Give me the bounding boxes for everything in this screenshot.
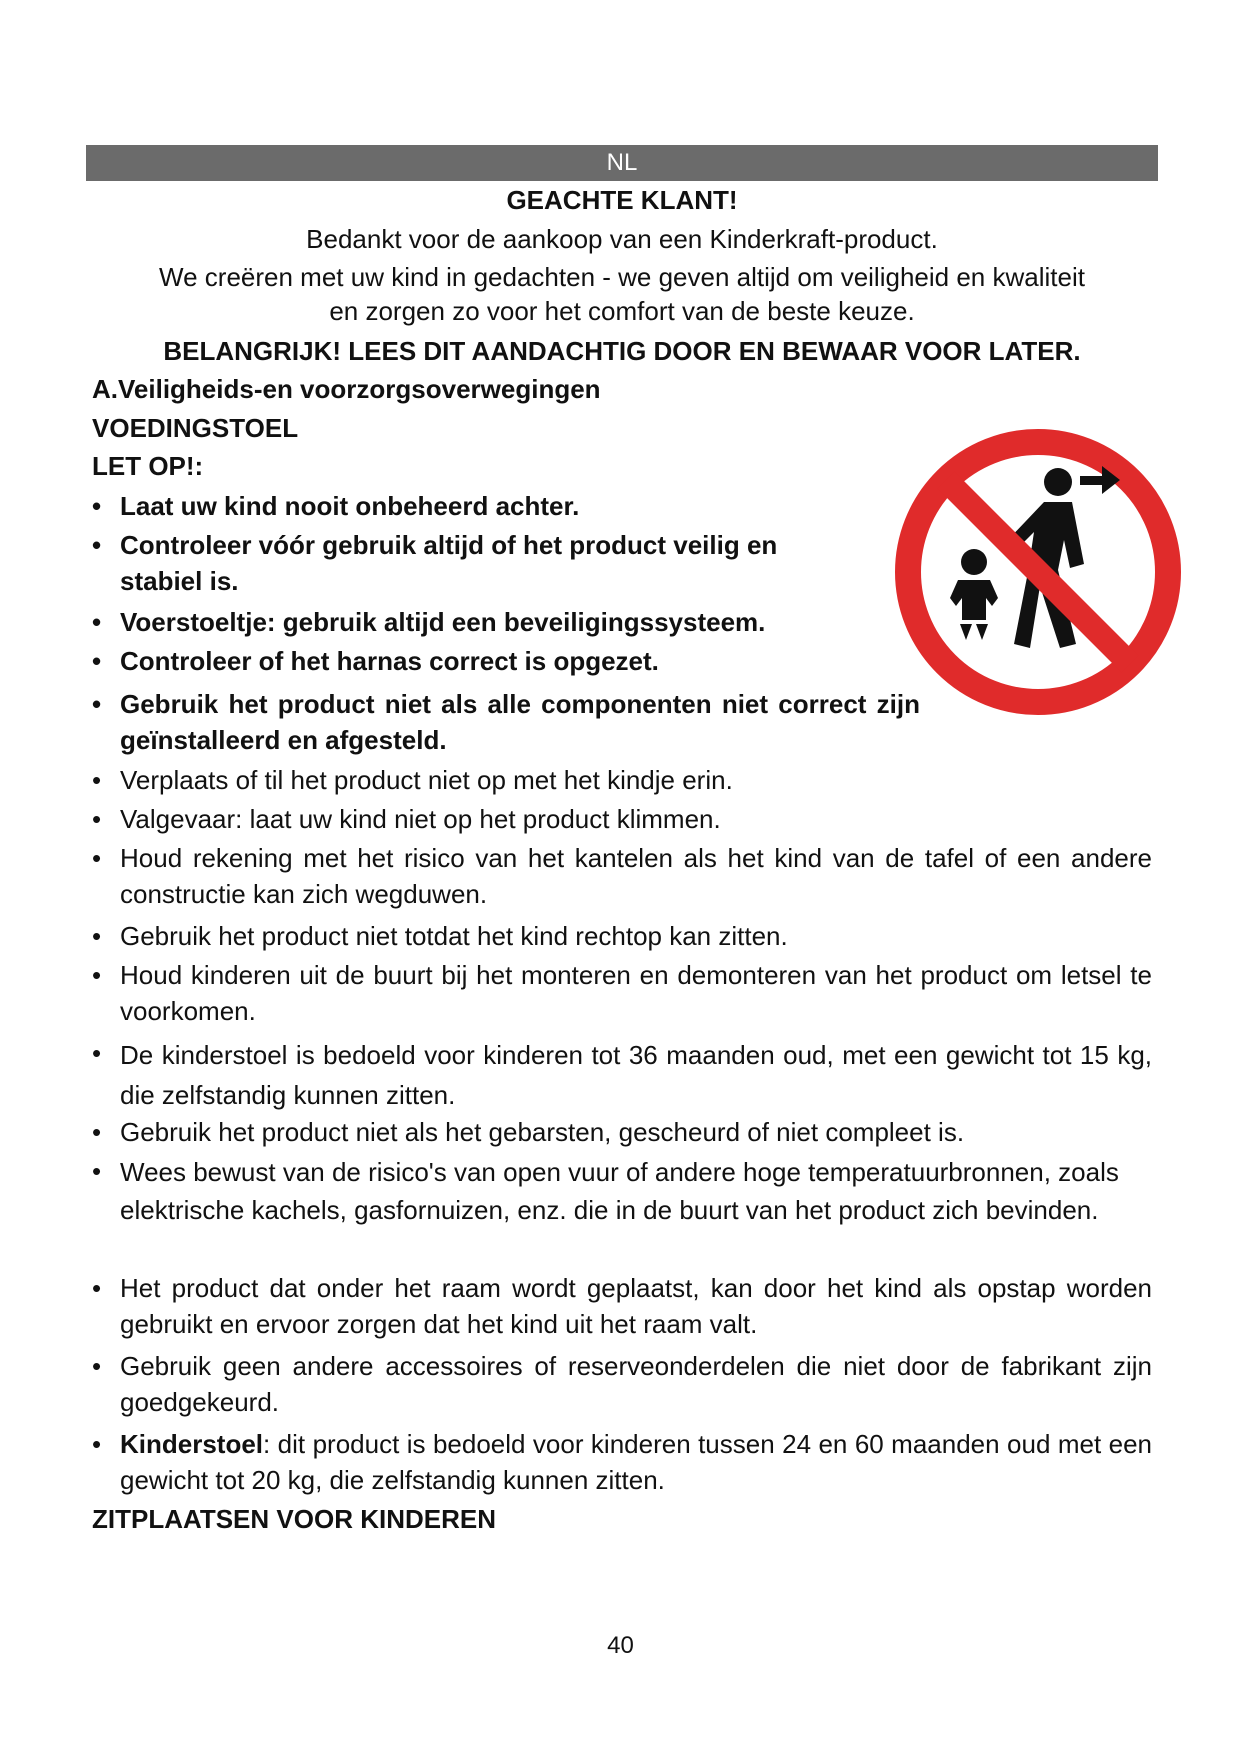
bullet-mark: •: [92, 960, 102, 990]
list-item-text: Valgevaar: laat uw kind niet op het product klimmen.: [120, 804, 721, 834]
language-bar: [86, 145, 1158, 181]
greeting: GEACHTE KLANT!: [506, 185, 738, 215]
bullet-mark: •: [92, 843, 102, 873]
list-item-text: Houd kinderen uit de buurt bij het monteren en demonteren van het product om letsel te voorkomen.: [120, 960, 1152, 1026]
intro-line-2: en zorgen zo voor het comfort van de beste keuze.: [329, 296, 915, 326]
bullet-mark: •: [92, 607, 102, 637]
section-a-title: A.Veiligheids-en voorzorgsoverwegingen: [92, 374, 601, 404]
list-item-text: Gebruik het product niet als alle componenten niet correct zijn geïnstalleerd en afgesteld.: [120, 689, 920, 755]
list-item-text: Verplaats of til het product niet op met het kindje erin.: [120, 765, 733, 795]
list-item-text: Voerstoeltje: gebruik altijd een beveiligingssysteem.: [120, 607, 766, 637]
list-item-text: [120, 1426, 1152, 1498]
list-item-text: Laat uw kind nooit onbeheerd achter.: [120, 491, 580, 521]
page-number: 40: [607, 1632, 634, 1659]
bullet-mark: •: [92, 491, 102, 521]
intro-line-1: We creëren met uw kind in gedachten - we geven altijd om veiligheid en kwaliteit: [159, 262, 1085, 292]
list-item-text: Controleer vóór gebruik altijd of het product veilig en stabiel is.: [120, 530, 778, 596]
list-item-text: Gebruik geen andere accessoires of reserveonderdelen die niet door de fabrikant zijn goedgekeurd.: [120, 1351, 1152, 1417]
do-not-leave-child-unattended-icon: [888, 422, 1188, 722]
next-section-heading: ZITPLAATSEN VOOR KINDEREN: [92, 1504, 496, 1534]
list-item-rest: : dit product is bedoeld voor kinderen tussen 24 en 60 maanden oud met een gewicht tot 20 kg, die zelfstandig kunnen zitten.: [120, 1429, 1152, 1495]
bullet-mark: •: [92, 921, 102, 951]
important-notice: BELANGRIJK! LEES DIT AANDACHTIG DOOR EN BEWAAR VOOR LATER.: [163, 336, 1081, 366]
attention-label: LET OP!:: [92, 451, 204, 481]
list-item-text: Gebruik het product niet als het gebarsten, gescheurd of niet compleet is.: [120, 1117, 965, 1147]
bullet-mark: •: [92, 1156, 102, 1186]
bullet-mark: •: [92, 804, 102, 834]
list-item-text: De kinderstoel is bedoeld voor kinderen tot 36 maanden oud, met een gewicht tot 15 kg, die zelfstandig kunnen zitten.: [120, 1040, 1152, 1110]
list-item-text: Houd rekening met het risico van het kantelen als het kind van de tafel of een andere constructie kan zich wegduwen.: [120, 843, 1152, 909]
bullet-mark: •: [92, 1117, 102, 1147]
bullet-mark: •: [92, 1429, 102, 1459]
bullet-mark: •: [92, 1038, 102, 1068]
list-item-text: Controleer of het harnas correct is opgezet.: [120, 646, 659, 676]
subsection-title: VOEDINGSTOEL: [92, 413, 299, 443]
list-item-text: Gebruik het product niet totdat het kind rechtop kan zitten.: [120, 921, 788, 951]
list-item-label: Kinderstoel: [120, 1429, 264, 1459]
bullet-mark: •: [92, 646, 102, 676]
thanks-line: Bedankt voor de aankoop van een Kinderkraft-product.: [306, 224, 938, 254]
list-item-text: Wees bewust van de risico's van open vuur of andere hoge temperatuurbronnen, zoals elektrische kachels, gasfornuizen, enz. die in de buurt van het product zich bevinden.: [120, 1157, 1119, 1225]
bullet-mark: •: [92, 765, 102, 795]
list-item-text: Het product dat onder het raam wordt geplaatst, kan door het kind als opstap worden gebruikt en ervoor zorgen dat het kind uit het raam valt.: [120, 1273, 1152, 1339]
bullet-mark: •: [92, 530, 102, 560]
bullet-mark: •: [92, 1273, 102, 1303]
language-code: NL: [606, 149, 638, 176]
bullet-mark: •: [92, 689, 102, 719]
bullet-mark: •: [92, 1351, 102, 1381]
